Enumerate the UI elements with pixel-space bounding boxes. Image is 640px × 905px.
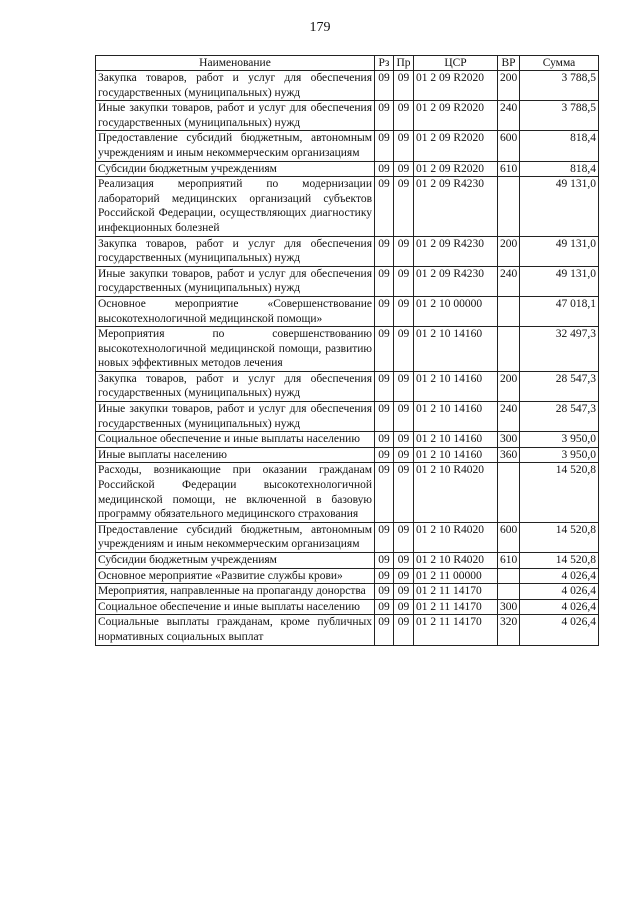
cell-name: Социальные выплаты гражданам, кроме публичных нормативных социальных выплат (96, 615, 375, 645)
cell-pr: 09 (394, 447, 414, 463)
cell-sum: 4 026,4 (520, 568, 599, 584)
table-row (96, 101, 599, 131)
cell-rz: 09 (375, 447, 394, 463)
cell-rz: 09 (375, 266, 394, 296)
budget-table (95, 55, 599, 646)
cell-name: Закупка товаров, работ и услуг для обеспечения государственных (муниципальных) нужд (96, 236, 375, 266)
cell-csr: 01 2 09 R2020 (414, 161, 498, 177)
cell-vr: 240 (498, 101, 520, 131)
cell-rz: 09 (375, 177, 394, 236)
header-vr: ВР (498, 56, 520, 71)
header-rz: Рз (375, 56, 394, 71)
header-csr: ЦСР (414, 56, 498, 71)
cell-pr: 09 (394, 615, 414, 645)
cell-rz: 09 (375, 522, 394, 552)
cell-pr: 09 (394, 522, 414, 552)
cell-pr: 09 (394, 584, 414, 600)
cell-sum: 818,4 (520, 131, 599, 161)
cell-sum: 3 788,5 (520, 71, 599, 101)
cell-name: Субсидии бюджетным учреждениям (96, 553, 375, 569)
table-row (96, 463, 599, 522)
cell-name: Мероприятия, направленные на пропаганду донорства (96, 584, 375, 600)
cell-vr: 320 (498, 615, 520, 645)
table-row (96, 615, 599, 645)
cell-pr: 09 (394, 371, 414, 401)
cell-rz: 09 (375, 432, 394, 448)
cell-sum: 47 018,1 (520, 296, 599, 326)
table-row (96, 161, 599, 177)
cell-rz: 09 (375, 327, 394, 372)
cell-pr: 09 (394, 131, 414, 161)
cell-name: Закупка товаров, работ и услуг для обеспечения государственных (муниципальных) нужд (96, 371, 375, 401)
cell-rz: 09 (375, 296, 394, 326)
cell-sum: 28 547,3 (520, 402, 599, 432)
cell-name: Предоставление субсидий бюджетным, автономным учреждениям и иным некоммерческим организациям (96, 131, 375, 161)
cell-name: Основное мероприятие «Совершенствование высокотехнологичной медицинской помощи» (96, 296, 375, 326)
header-name: Наименование (96, 56, 375, 71)
cell-csr: 01 2 11 14170 (414, 615, 498, 645)
cell-pr: 09 (394, 71, 414, 101)
cell-rz: 09 (375, 371, 394, 401)
cell-csr: 01 2 10 14160 (414, 402, 498, 432)
cell-pr: 09 (394, 553, 414, 569)
cell-sum: 3 950,0 (520, 447, 599, 463)
table-row (96, 296, 599, 326)
cell-sum: 49 131,0 (520, 236, 599, 266)
cell-sum: 4 026,4 (520, 615, 599, 645)
cell-csr: 01 2 11 14170 (414, 584, 498, 600)
cell-rz: 09 (375, 71, 394, 101)
cell-csr: 01 2 09 R2020 (414, 71, 498, 101)
cell-vr: 240 (498, 266, 520, 296)
cell-csr: 01 2 10 R4020 (414, 463, 498, 522)
cell-vr: 610 (498, 161, 520, 177)
cell-sum: 4 026,4 (520, 599, 599, 615)
table-row (96, 402, 599, 432)
cell-csr: 01 2 10 00000 (414, 296, 498, 326)
cell-rz: 09 (375, 236, 394, 266)
cell-vr: 200 (498, 71, 520, 101)
table-row (96, 522, 599, 552)
cell-pr: 09 (394, 236, 414, 266)
table-row (96, 584, 599, 600)
page-number: 179 (309, 20, 331, 35)
cell-pr: 09 (394, 568, 414, 584)
cell-pr: 09 (394, 266, 414, 296)
table-row (96, 568, 599, 584)
table-row (96, 177, 599, 236)
header-sum: Сумма (520, 56, 599, 71)
header-row (96, 56, 599, 71)
cell-name: Иные закупки товаров, работ и услуг для обеспечения государственных (муниципальных) нужд (96, 101, 375, 131)
cell-vr: 600 (498, 522, 520, 552)
cell-rz: 09 (375, 584, 394, 600)
cell-name: Субсидии бюджетным учреждениям (96, 161, 375, 177)
cell-name: Предоставление субсидий бюджетным, автономным учреждениям и иным некоммерческим организациям (96, 522, 375, 552)
cell-vr (498, 296, 520, 326)
cell-sum: 3 950,0 (520, 432, 599, 448)
cell-rz: 09 (375, 599, 394, 615)
cell-csr: 01 2 11 14170 (414, 599, 498, 615)
cell-name: Иные закупки товаров, работ и услуг для обеспечения государственных (муниципальных) нужд (96, 266, 375, 296)
cell-sum: 818,4 (520, 161, 599, 177)
table-row (96, 432, 599, 448)
cell-rz: 09 (375, 402, 394, 432)
cell-vr: 240 (498, 402, 520, 432)
cell-csr: 01 2 10 14160 (414, 371, 498, 401)
cell-vr (498, 177, 520, 236)
cell-sum: 28 547,3 (520, 371, 599, 401)
cell-rz: 09 (375, 568, 394, 584)
cell-pr: 09 (394, 296, 414, 326)
cell-vr: 300 (498, 599, 520, 615)
cell-pr: 09 (394, 177, 414, 236)
cell-vr: 610 (498, 553, 520, 569)
cell-vr: 600 (498, 131, 520, 161)
cell-name: Мероприятия по совершенствованию высокотехнологичной медицинской помощи, развитию новых эффективных методов лечения (96, 327, 375, 372)
cell-csr: 01 2 10 14160 (414, 447, 498, 463)
cell-sum: 49 131,0 (520, 266, 599, 296)
cell-pr: 09 (394, 599, 414, 615)
table-header (96, 56, 599, 71)
cell-sum: 3 788,5 (520, 101, 599, 131)
cell-vr: 200 (498, 371, 520, 401)
cell-vr: 200 (498, 236, 520, 266)
cell-csr: 01 2 11 00000 (414, 568, 498, 584)
cell-rz: 09 (375, 615, 394, 645)
cell-csr: 01 2 10 R4020 (414, 522, 498, 552)
table-body (96, 71, 599, 646)
cell-pr: 09 (394, 463, 414, 522)
cell-name: Социальное обеспечение и иные выплаты населению (96, 432, 375, 448)
cell-csr: 01 2 10 14160 (414, 327, 498, 372)
cell-rz: 09 (375, 463, 394, 522)
cell-name: Реализация мероприятий по модернизации лабораторий медицинских организаций субъектов Российской Федерации, осуществляющих диагностику инфекционных болезней (96, 177, 375, 236)
cell-vr (498, 327, 520, 372)
cell-vr (498, 463, 520, 522)
table-row (96, 599, 599, 615)
cell-name: Иные закупки товаров, работ и услуг для обеспечения государственных (муниципальных) нужд (96, 402, 375, 432)
cell-pr: 09 (394, 432, 414, 448)
cell-sum: 32 497,3 (520, 327, 599, 372)
cell-csr: 01 2 09 R4230 (414, 266, 498, 296)
cell-rz: 09 (375, 161, 394, 177)
table-row (96, 71, 599, 101)
cell-pr: 09 (394, 402, 414, 432)
cell-vr: 360 (498, 447, 520, 463)
cell-csr: 01 2 09 R4230 (414, 236, 498, 266)
table-row (96, 266, 599, 296)
cell-rz: 09 (375, 101, 394, 131)
cell-csr: 01 2 09 R2020 (414, 131, 498, 161)
cell-pr: 09 (394, 161, 414, 177)
cell-sum: 14 520,8 (520, 553, 599, 569)
cell-csr: 01 2 10 R4020 (414, 553, 498, 569)
cell-vr: 300 (498, 432, 520, 448)
cell-rz: 09 (375, 553, 394, 569)
cell-name: Закупка товаров, работ и услуг для обеспечения государственных (муниципальных) нужд (96, 71, 375, 101)
cell-name: Социальное обеспечение и иные выплаты населению (96, 599, 375, 615)
cell-pr: 09 (394, 101, 414, 131)
cell-sum: 49 131,0 (520, 177, 599, 236)
cell-sum: 14 520,8 (520, 522, 599, 552)
table-row (96, 236, 599, 266)
cell-pr: 09 (394, 327, 414, 372)
table-row (96, 131, 599, 161)
table-row (96, 327, 599, 372)
cell-csr: 01 2 09 R2020 (414, 101, 498, 131)
cell-rz: 09 (375, 131, 394, 161)
cell-vr (498, 568, 520, 584)
cell-name: Основное мероприятие «Развитие службы крови» (96, 568, 375, 584)
cell-vr (498, 584, 520, 600)
cell-sum: 4 026,4 (520, 584, 599, 600)
table-row (96, 553, 599, 569)
header-pr: Пр (394, 56, 414, 71)
cell-sum: 14 520,8 (520, 463, 599, 522)
cell-csr: 01 2 09 R4230 (414, 177, 498, 236)
table-row (96, 447, 599, 463)
table-row (96, 371, 599, 401)
cell-name: Расходы, возникающие при оказании гражданам Российской Федерации высокотехнологичной медицинской помощи, не включенной в базовую программу обязательного медицинского страхования (96, 463, 375, 522)
cell-csr: 01 2 10 14160 (414, 432, 498, 448)
cell-name: Иные выплаты населению (96, 447, 375, 463)
